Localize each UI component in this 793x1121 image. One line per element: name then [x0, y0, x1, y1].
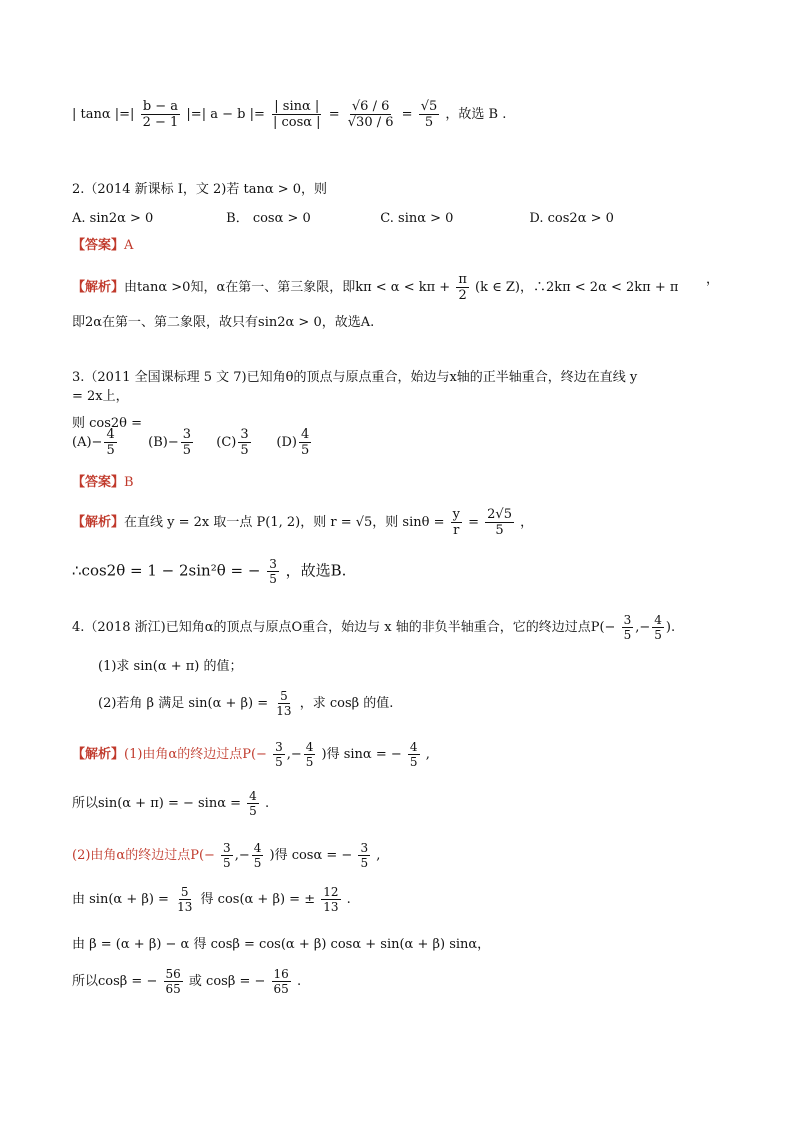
question-2: 2.（2014 新课标 I，文 2)若 tanα > 0，则: [72, 182, 328, 197]
text: ,: [376, 848, 381, 863]
fraction: [221, 842, 233, 869]
text: ，故选B.: [285, 561, 347, 580]
text: ，故选 B .: [445, 107, 507, 122]
text: )得 cosα = −: [269, 848, 353, 863]
denominator: 2: [458, 288, 467, 303]
option-c: [216, 428, 272, 457]
fraction: [252, 842, 264, 869]
numerator: 4: [301, 427, 310, 442]
analysis-4-line-6: [72, 968, 301, 995]
text: 由tanα >0知，α在第一、第三象限，即kπ < α < kπ +: [124, 280, 451, 295]
answer-value: A: [124, 238, 134, 253]
text: 所以cosβ = −: [72, 974, 158, 989]
text: =: [468, 515, 480, 530]
numerator: π: [458, 272, 467, 287]
denominator: 5: [240, 443, 249, 458]
denominator: √30 / 6: [347, 115, 394, 130]
text: (2)若角 β 满足 sin(α + β) =: [98, 696, 269, 711]
analysis-2-line-2: 即2α在第一、第二象限，故只有sin2α > 0，故选A.: [72, 315, 375, 330]
text: |=| a − b |=: [186, 107, 265, 122]
text: ,−: [286, 747, 302, 762]
denominator: 65: [273, 982, 289, 996]
text: )得 sinα = −: [321, 747, 402, 762]
denominator: 13: [177, 900, 193, 914]
question-4: [72, 614, 675, 641]
text: ，: [520, 515, 534, 530]
analysis-3-line-1: [72, 508, 533, 537]
numerator: 12: [323, 885, 339, 899]
fraction: [141, 100, 181, 129]
denominator: 5: [654, 628, 662, 642]
analysis-4-line-1: [72, 741, 430, 768]
question-3-cont: = 2x上，: [72, 389, 129, 404]
text: =: [401, 107, 413, 122]
text: (1)由角α的终边过点P(−: [124, 747, 267, 762]
text: .: [296, 974, 302, 989]
fraction: [181, 428, 193, 457]
denominator: 5: [424, 115, 434, 130]
text: ,−: [234, 848, 250, 863]
answer-value: B: [124, 475, 134, 490]
text: 得 cos(α + β) = ±: [200, 892, 316, 907]
numerator: √6 / 6: [351, 99, 390, 114]
denominator: 5: [409, 755, 418, 769]
denominator: 5: [249, 804, 257, 818]
denominator: 13: [323, 900, 339, 914]
denominator: 5: [223, 856, 231, 870]
analysis-tag: 【解析】: [72, 280, 125, 295]
fraction: [346, 100, 396, 129]
numerator: 56: [165, 967, 181, 981]
analysis-tag: 【解析】: [72, 747, 125, 762]
question-3: 3.（2011 全国课标理 5 文 7)已知角θ的顶点与原点重合，始边与x轴的正半轴重合，终边在直线 y: [72, 370, 638, 385]
answer-tag: 【答案】: [72, 238, 125, 253]
text: .: [346, 892, 351, 907]
option-label: (D): [276, 435, 297, 450]
question-4-part-2: [98, 690, 393, 717]
option-b: [148, 428, 212, 457]
fraction: [272, 968, 291, 995]
fraction: [321, 886, 340, 913]
text: 或 cosβ = −: [188, 974, 266, 989]
denominator: 5: [301, 443, 310, 458]
numerator: 3: [240, 427, 249, 442]
numerator: 3: [182, 427, 192, 442]
text: ，: [706, 272, 720, 287]
text: 所以sin(α + π) = − sinα =: [72, 796, 242, 811]
fraction: [485, 508, 514, 537]
denominator: 5: [275, 755, 283, 769]
numerator: 4: [106, 427, 115, 442]
numerator: 3: [360, 841, 369, 855]
option-label: (B)−: [148, 435, 179, 450]
text: =: [328, 107, 340, 122]
option-d: [276, 427, 313, 458]
numerator: 3: [275, 740, 283, 754]
analysis-4-line-5: 由 β = (α + β) − α 得 cosβ = cos(α + β) cosα + sin(α + β) sinα，: [72, 937, 491, 952]
text: .: [264, 796, 270, 811]
text: ，求 cosβ 的值.: [299, 696, 394, 711]
numerator: | sinα |: [274, 99, 320, 114]
fraction: [274, 690, 293, 717]
option-d: D. cos2α > 0: [529, 211, 614, 226]
numerator: 16: [273, 967, 289, 981]
text: (k ∈ Z)，∴2kπ < 2α < 2kπ + π: [475, 280, 679, 295]
text: (2)由角α的终边过点P(−: [72, 848, 215, 863]
denominator: 5: [106, 443, 115, 458]
denominator: 5: [253, 856, 262, 870]
numerator: b − a: [142, 99, 179, 114]
fraction: [304, 741, 316, 768]
option-label: (C): [216, 435, 237, 450]
numerator: 4: [249, 789, 257, 803]
fraction: [271, 100, 323, 129]
text: ,: [425, 747, 430, 762]
text: ,−: [635, 620, 651, 635]
denominator: 5: [360, 856, 369, 870]
numerator: 4: [253, 841, 262, 855]
numerator: 4: [654, 613, 662, 627]
denominator: r: [453, 523, 460, 538]
question-2-options: [72, 212, 614, 225]
fraction: [408, 741, 420, 768]
numerator: 4: [305, 740, 314, 754]
fraction: [622, 614, 634, 641]
numerator: 5: [280, 689, 288, 703]
analysis-4-line-4: [72, 886, 351, 913]
numerator: 5: [180, 885, 189, 899]
numerator: √5: [420, 99, 438, 114]
fraction: [451, 508, 462, 537]
fraction: [175, 886, 194, 913]
fraction: [358, 842, 370, 869]
analysis-tag: 【解析】: [72, 515, 125, 530]
option-a: [72, 428, 144, 457]
fraction: [164, 968, 183, 995]
numerator: 4: [409, 740, 418, 754]
numerator: 3: [623, 613, 632, 627]
text: 由 sin(α + β) =: [72, 892, 169, 907]
denominator: 5: [623, 628, 632, 642]
fraction: [238, 428, 250, 457]
solution-line-1: [72, 100, 506, 129]
option-a: A. sin2α > 0: [72, 211, 154, 226]
numerator: 3: [223, 841, 231, 855]
text: 4.（2018 浙江)已知角α的顶点与原点O重合，始边与 x 轴的非负半轴重合，它的终边过点P(−: [72, 620, 616, 635]
numerator: 2√5: [487, 507, 512, 522]
answer-2: [72, 239, 133, 252]
question-4-part-1: (1)求 sin(α + π) 的值；: [98, 659, 243, 674]
question-3-options: [72, 428, 313, 457]
fraction: [273, 741, 285, 768]
answer-tag: 【答案】: [72, 475, 125, 490]
numerator: 3: [269, 557, 277, 571]
text: ).: [665, 620, 676, 635]
fraction: [267, 558, 279, 585]
fraction: [419, 100, 440, 129]
fraction: [104, 428, 116, 457]
denominator: 2 − 1: [142, 115, 179, 130]
fraction: [652, 614, 664, 641]
text: | tanα |=|: [72, 107, 135, 122]
denominator: 5: [182, 443, 192, 458]
answer-3: [72, 476, 134, 489]
analysis-4-line-2: [72, 790, 269, 817]
text: ∴cos2θ = 1 − 2sin²θ = −: [72, 561, 261, 580]
fraction: [299, 428, 311, 457]
option-b: B． cosα > 0: [226, 211, 311, 226]
denominator: 65: [165, 982, 181, 996]
question-3-ask: 则 cos2θ =: [72, 416, 143, 431]
text: 在直线 y = 2x 取一点 P(1, 2)，则 r = √5，则 sinθ =: [124, 515, 445, 530]
fraction: [247, 790, 259, 817]
option-c: C. sinα > 0: [380, 211, 454, 226]
analysis-3-line-2: [72, 558, 346, 585]
denominator: 5: [305, 755, 314, 769]
analysis-4-line-3: [72, 842, 380, 869]
denominator: 5: [495, 523, 504, 538]
fraction: [456, 273, 469, 302]
numerator: y: [452, 507, 460, 522]
denominator: | cosα |: [272, 115, 321, 130]
denominator: 13: [276, 704, 292, 718]
analysis-2-line-1: [72, 272, 720, 303]
option-label: (A)−: [72, 435, 103, 450]
denominator: 5: [269, 572, 277, 586]
